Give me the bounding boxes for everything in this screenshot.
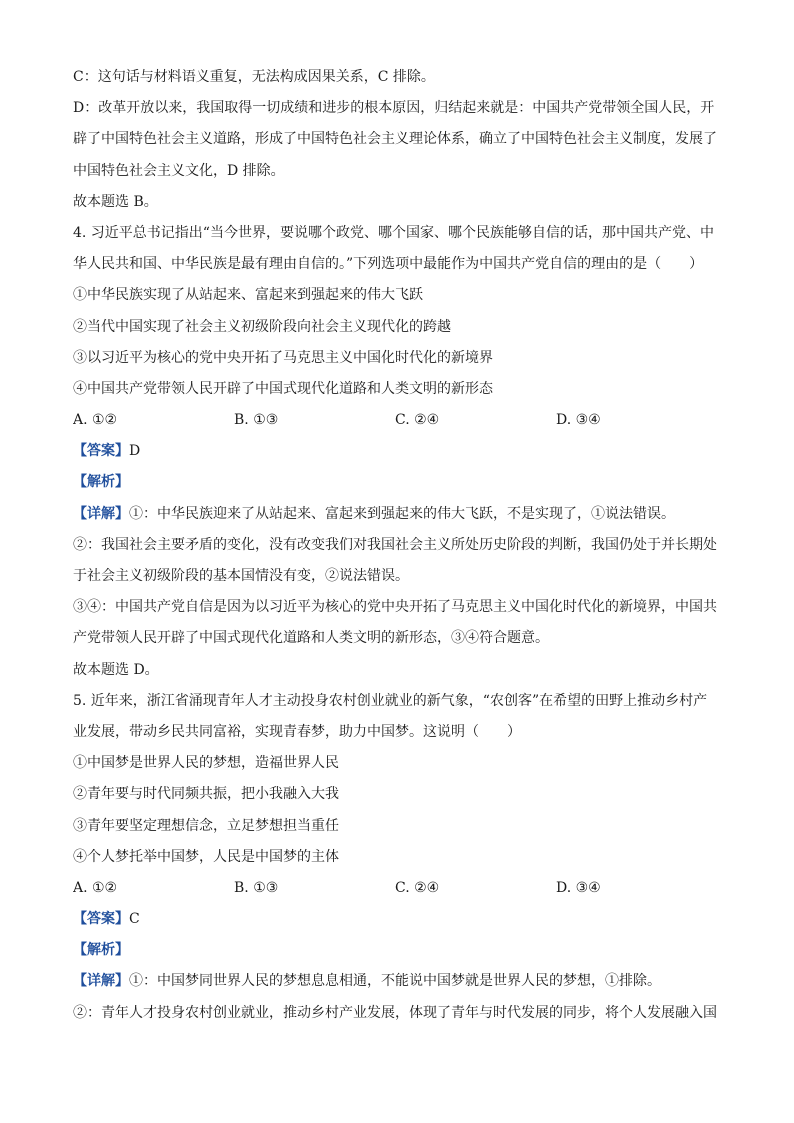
answer-tag: 【答案】: [73, 911, 129, 928]
q5-statement-4: ④个人梦托举中国梦，人民是中国梦的主体: [73, 848, 339, 865]
document-page: [73, 62, 723, 1029]
answer-tag: 【答案】: [73, 443, 129, 460]
q4-statement-1: ①中华民族实现了从站起来、富起来到强起来的伟大飞跃: [73, 287, 423, 304]
q4-choice-b: B. ①③: [234, 412, 279, 429]
q4-detail-3-line-2: 产党带领人民开辟了中国式现代化道路和人类文明的新形态，③④符合题意。: [73, 630, 549, 647]
q4-stem-line-2: 华人民共和国、中华民族是最有理由自信的。”下列选项中最能作为中国共产党自信的理由的是（ ）: [73, 256, 704, 273]
q4-stem-line-1: 4. 习近平总书记指出“当今世界，要说哪个政党、哪个国家、哪个民族能够自信的话，那中国共产党、中: [73, 224, 714, 241]
q5-detail-1: 【详解】①：中国梦同世界人民的梦想息息相通，不能说中国梦就是世界人民的梦想，①排除。: [73, 973, 661, 990]
q5-statement-3: ③青年要坚定理想信念，立足梦想担当重任: [73, 817, 339, 834]
q5-choice-b: B. ①③: [234, 879, 279, 896]
q4-statement-3: ③以习近平为核心的党中央开拓了马克思主义中国化时代化的新境界: [73, 349, 493, 366]
q4-choice-a: A. ①②: [73, 412, 118, 429]
q5-analysis-heading: [73, 935, 723, 966]
q5-detail-2-line-1: ②：青年人才投身农村创业就业，推动乡村产业发展，体现了青年与时代发展的同步，将个人发展融入国: [73, 1004, 717, 1021]
analysis-tag: 【解析】: [73, 474, 129, 491]
q4-statement-4: ④中国共产党带领人民开辟了中国式现代化道路和人类文明的新形态: [73, 380, 493, 397]
q4-conclusion: 故本题选 D。: [73, 661, 159, 678]
q4-choice-c: C. ②④: [395, 412, 440, 429]
q4-detail-3-line-1: ③④：中国共产党自信是因为以习近平为核心的党中央开拓了马克思主义中国化时代化的新境界，中国共: [73, 599, 717, 616]
q3-conclusion: 故本题选 B。: [73, 193, 158, 210]
q5-stem-line-2: 业发展，带动乡民共同富裕，实现青春梦，助力中国梦。这说明（ ）: [73, 723, 521, 740]
q5-statement-2: ②青年要与时代同频共振，把小我融入大我: [73, 786, 339, 803]
option-d-analysis-line-1: D：改革开放以来，我国取得一切成绩和进步的根本原因，归结起来就是：中国共产党带领全国人民，开: [73, 100, 715, 117]
q4-detail-1: 【详解】①：中华民族迎来了从站起来、富起来到强起来的伟大飞跃，不是实现了，①说法错误。: [73, 505, 675, 522]
analysis-tag: 【解析】: [73, 942, 129, 959]
q4-statement-2: ②当代中国实现了社会主义初级阶段向社会主义现代化的跨越: [73, 318, 451, 335]
q4-choice-d: D. ③④: [556, 412, 601, 429]
q5-choice-c: C. ②④: [395, 879, 440, 896]
option-d-analysis-line-3: 中国特色社会主义文化，D 排除。: [73, 162, 285, 179]
q5-answer-value: C: [129, 911, 140, 928]
q5-stem-line-1: 5. 近年来，浙江省涌现青年人才主动投身农村创业就业的新气象，“农创客”在希望的田野上推动乡村产: [73, 692, 708, 709]
q4-detail-2-line-1: ②：我国社会主要矛盾的变化，没有改变我们对我国社会主义所处历史阶段的判断，我国仍处于并长期处: [73, 536, 717, 553]
q5-choice-a: A. ①②: [73, 879, 118, 896]
q5-statement-1: ①中国梦是世界人民的梦想，造福世界人民: [73, 755, 339, 772]
q5-choice-d: D. ③④: [556, 879, 601, 896]
detail-tag: 【详解】: [73, 505, 129, 522]
q4-choices: [73, 405, 723, 436]
q4-analysis-heading: [73, 467, 723, 498]
option-c-analysis: C：这句话与材料语义重复，无法构成因果关系，C 排除。: [73, 69, 435, 85]
q5-choices: [73, 873, 723, 904]
q4-answer: [73, 436, 723, 467]
q4-detail-2-line-2: 于社会主义初级阶段的基本国情没有变，②说法错误。: [73, 568, 409, 584]
option-d-analysis-line-2: 辟了中国特色社会主义道路，形成了中国特色社会主义理论体系，确立了中国特色社会主义制度，发展了: [73, 131, 717, 148]
q4-answer-value: D: [129, 443, 141, 460]
q5-answer: [73, 904, 723, 935]
detail-tag: 【详解】: [73, 973, 129, 990]
